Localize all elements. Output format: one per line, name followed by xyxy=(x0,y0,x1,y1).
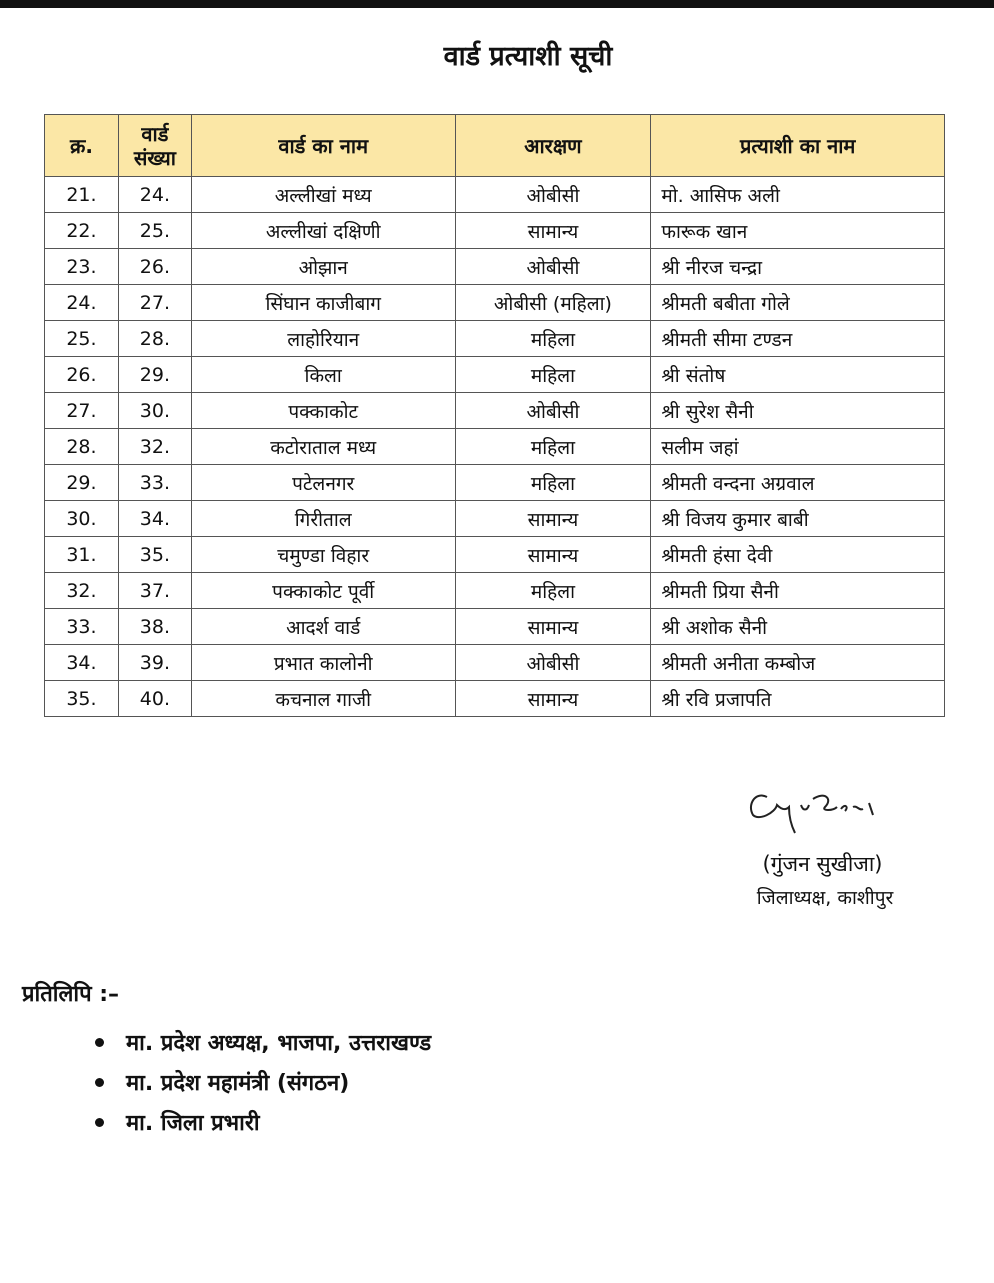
cell-serial: 22. xyxy=(45,213,119,249)
cell-serial: 30. xyxy=(45,501,119,537)
cell-serial: 27. xyxy=(45,393,119,429)
list-item xyxy=(95,1102,431,1142)
table-row xyxy=(45,249,945,285)
cell-candidate-name: सलीम जहां xyxy=(651,429,945,465)
page-title: वार्ड प्रत्याशी सूची xyxy=(443,41,613,72)
cell-reservation: सामान्य xyxy=(455,537,651,573)
cell-serial: 26. xyxy=(45,357,119,393)
cell-serial: 31. xyxy=(45,537,119,573)
cell-ward-name: किला xyxy=(191,357,455,393)
cell-candidate-name: मो. आसिफ अली xyxy=(651,177,945,213)
table-row xyxy=(45,645,945,681)
cell-candidate-name: श्रीमती हंसा देवी xyxy=(651,537,945,573)
cell-serial: 25. xyxy=(45,321,119,357)
cell-candidate-name: श्री विजय कुमार बाबी xyxy=(651,501,945,537)
table-row xyxy=(45,573,945,609)
cell-candidate-name: श्रीमती प्रिया सैनी xyxy=(651,573,945,609)
cell-ward-number: 40. xyxy=(118,681,191,717)
table-row xyxy=(45,393,945,429)
list-item xyxy=(95,1022,431,1062)
table-row xyxy=(45,321,945,357)
cell-ward-number: 34. xyxy=(118,501,191,537)
cell-candidate-name: श्रीमती बबीता गोले xyxy=(651,285,945,321)
table-row xyxy=(45,501,945,537)
table-row xyxy=(45,537,945,573)
cell-serial: 28. xyxy=(45,429,119,465)
copy-to-item: मा. प्रदेश महामंत्री (संगठन) xyxy=(126,1071,350,1096)
cell-ward-number: 32. xyxy=(118,429,191,465)
cell-reservation: महिला xyxy=(455,321,651,357)
cell-serial: 23. xyxy=(45,249,119,285)
table-row xyxy=(45,213,945,249)
cell-ward-name: लाहोरियान xyxy=(191,321,455,357)
cell-reservation: ओबीसी xyxy=(455,177,651,213)
cell-reservation: सामान्य xyxy=(455,609,651,645)
header-ward-name: वार्ड का नाम xyxy=(191,115,455,177)
cell-ward-name: अल्लीखां दक्षिणी xyxy=(191,213,455,249)
cell-ward-number: 33. xyxy=(118,465,191,501)
header-serial: क्र. xyxy=(45,115,119,177)
cell-serial: 32. xyxy=(45,573,119,609)
copy-to-label: प्रतिलिपि :– xyxy=(22,982,120,1007)
cell-ward-number: 28. xyxy=(118,321,191,357)
cell-candidate-name: श्री सुरेश सैनी xyxy=(651,393,945,429)
candidate-table xyxy=(44,114,945,717)
cell-candidate-name: श्रीमती वन्दना अग्रवाल xyxy=(651,465,945,501)
cell-reservation: ओबीसी (महिला) xyxy=(455,285,651,321)
cell-reservation: ओबीसी xyxy=(455,645,651,681)
cell-ward-name: सिंघान काजीबाग xyxy=(191,285,455,321)
cell-ward-name: गिरीताल xyxy=(191,501,455,537)
cell-ward-name: ओझान xyxy=(191,249,455,285)
cell-ward-number: 30. xyxy=(118,393,191,429)
table-row xyxy=(45,681,945,717)
table-header-row xyxy=(45,115,945,177)
table-row xyxy=(45,465,945,501)
signatory-name: (गुंजन सुखीजा) xyxy=(762,852,883,876)
signature xyxy=(745,785,885,840)
cell-ward-number: 38. xyxy=(118,609,191,645)
cell-ward-name: अल्लीखां मध्य xyxy=(191,177,455,213)
cell-ward-name: प्रभात कालोनी xyxy=(191,645,455,681)
cell-ward-name: कचनाल गाजी xyxy=(191,681,455,717)
cell-reservation: महिला xyxy=(455,465,651,501)
cell-candidate-name: श्री अशोक सैनी xyxy=(651,609,945,645)
cell-ward-number: 25. xyxy=(118,213,191,249)
bullet-icon xyxy=(95,1038,104,1047)
copy-to-item: मा. प्रदेश अध्यक्ष, भाजपा, उत्तराखण्ड xyxy=(126,1031,432,1056)
cell-ward-number: 29. xyxy=(118,357,191,393)
cell-candidate-name: श्रीमती अनीता कम्बोज xyxy=(651,645,945,681)
cell-candidate-name: श्री नीरज चन्द्रा xyxy=(651,249,945,285)
cell-reservation: सामान्य xyxy=(455,501,651,537)
cell-serial: 24. xyxy=(45,285,119,321)
cell-ward-name: पक्काकोट पूर्वी xyxy=(191,573,455,609)
cell-candidate-name: फारूक खान xyxy=(651,213,945,249)
cell-serial: 35. xyxy=(45,681,119,717)
bullet-icon xyxy=(95,1078,104,1087)
table-row xyxy=(45,429,945,465)
cell-ward-name: चमुण्डा विहार xyxy=(191,537,455,573)
table-row xyxy=(45,609,945,645)
cell-reservation: ओबीसी xyxy=(455,249,651,285)
header-candidate-name: प्रत्याशी का नाम xyxy=(651,115,945,177)
cell-ward-name: आदर्श वार्ड xyxy=(191,609,455,645)
cell-serial: 21. xyxy=(45,177,119,213)
cell-reservation: महिला xyxy=(455,429,651,465)
cell-reservation: सामान्य xyxy=(455,681,651,717)
table-row xyxy=(45,357,945,393)
cell-ward-name: कटोराताल मध्य xyxy=(191,429,455,465)
list-item xyxy=(95,1062,431,1102)
cell-ward-number: 35. xyxy=(118,537,191,573)
table-row xyxy=(45,285,945,321)
cell-ward-number: 39. xyxy=(118,645,191,681)
cell-candidate-name: श्रीमती सीमा टण्डन xyxy=(651,321,945,357)
header-ward-number: वार्ड संख्या xyxy=(118,115,191,177)
copy-to-item: मा. जिला प्रभारी xyxy=(126,1111,260,1136)
cell-reservation: ओबीसी xyxy=(455,393,651,429)
cell-serial: 34. xyxy=(45,645,119,681)
cell-ward-number: 26. xyxy=(118,249,191,285)
cell-ward-number: 24. xyxy=(118,177,191,213)
bullet-icon xyxy=(95,1118,104,1127)
cell-ward-name: पक्काकोट xyxy=(191,393,455,429)
copy-to-list xyxy=(95,1022,431,1142)
cell-candidate-name: श्री संतोष xyxy=(651,357,945,393)
cell-ward-number: 27. xyxy=(118,285,191,321)
signatory-designation: जिलाध्यक्ष, काशीपुर xyxy=(756,887,894,909)
cell-candidate-name: श्री रवि प्रजापति xyxy=(651,681,945,717)
cell-reservation: महिला xyxy=(455,357,651,393)
top-border xyxy=(0,0,994,8)
cell-ward-name: पटेलनगर xyxy=(191,465,455,501)
cell-reservation: महिला xyxy=(455,573,651,609)
cell-ward-number: 37. xyxy=(118,573,191,609)
table-row xyxy=(45,177,945,213)
header-reservation: आरक्षण xyxy=(455,115,651,177)
cell-serial: 29. xyxy=(45,465,119,501)
cell-serial: 33. xyxy=(45,609,119,645)
cell-reservation: सामान्य xyxy=(455,213,651,249)
